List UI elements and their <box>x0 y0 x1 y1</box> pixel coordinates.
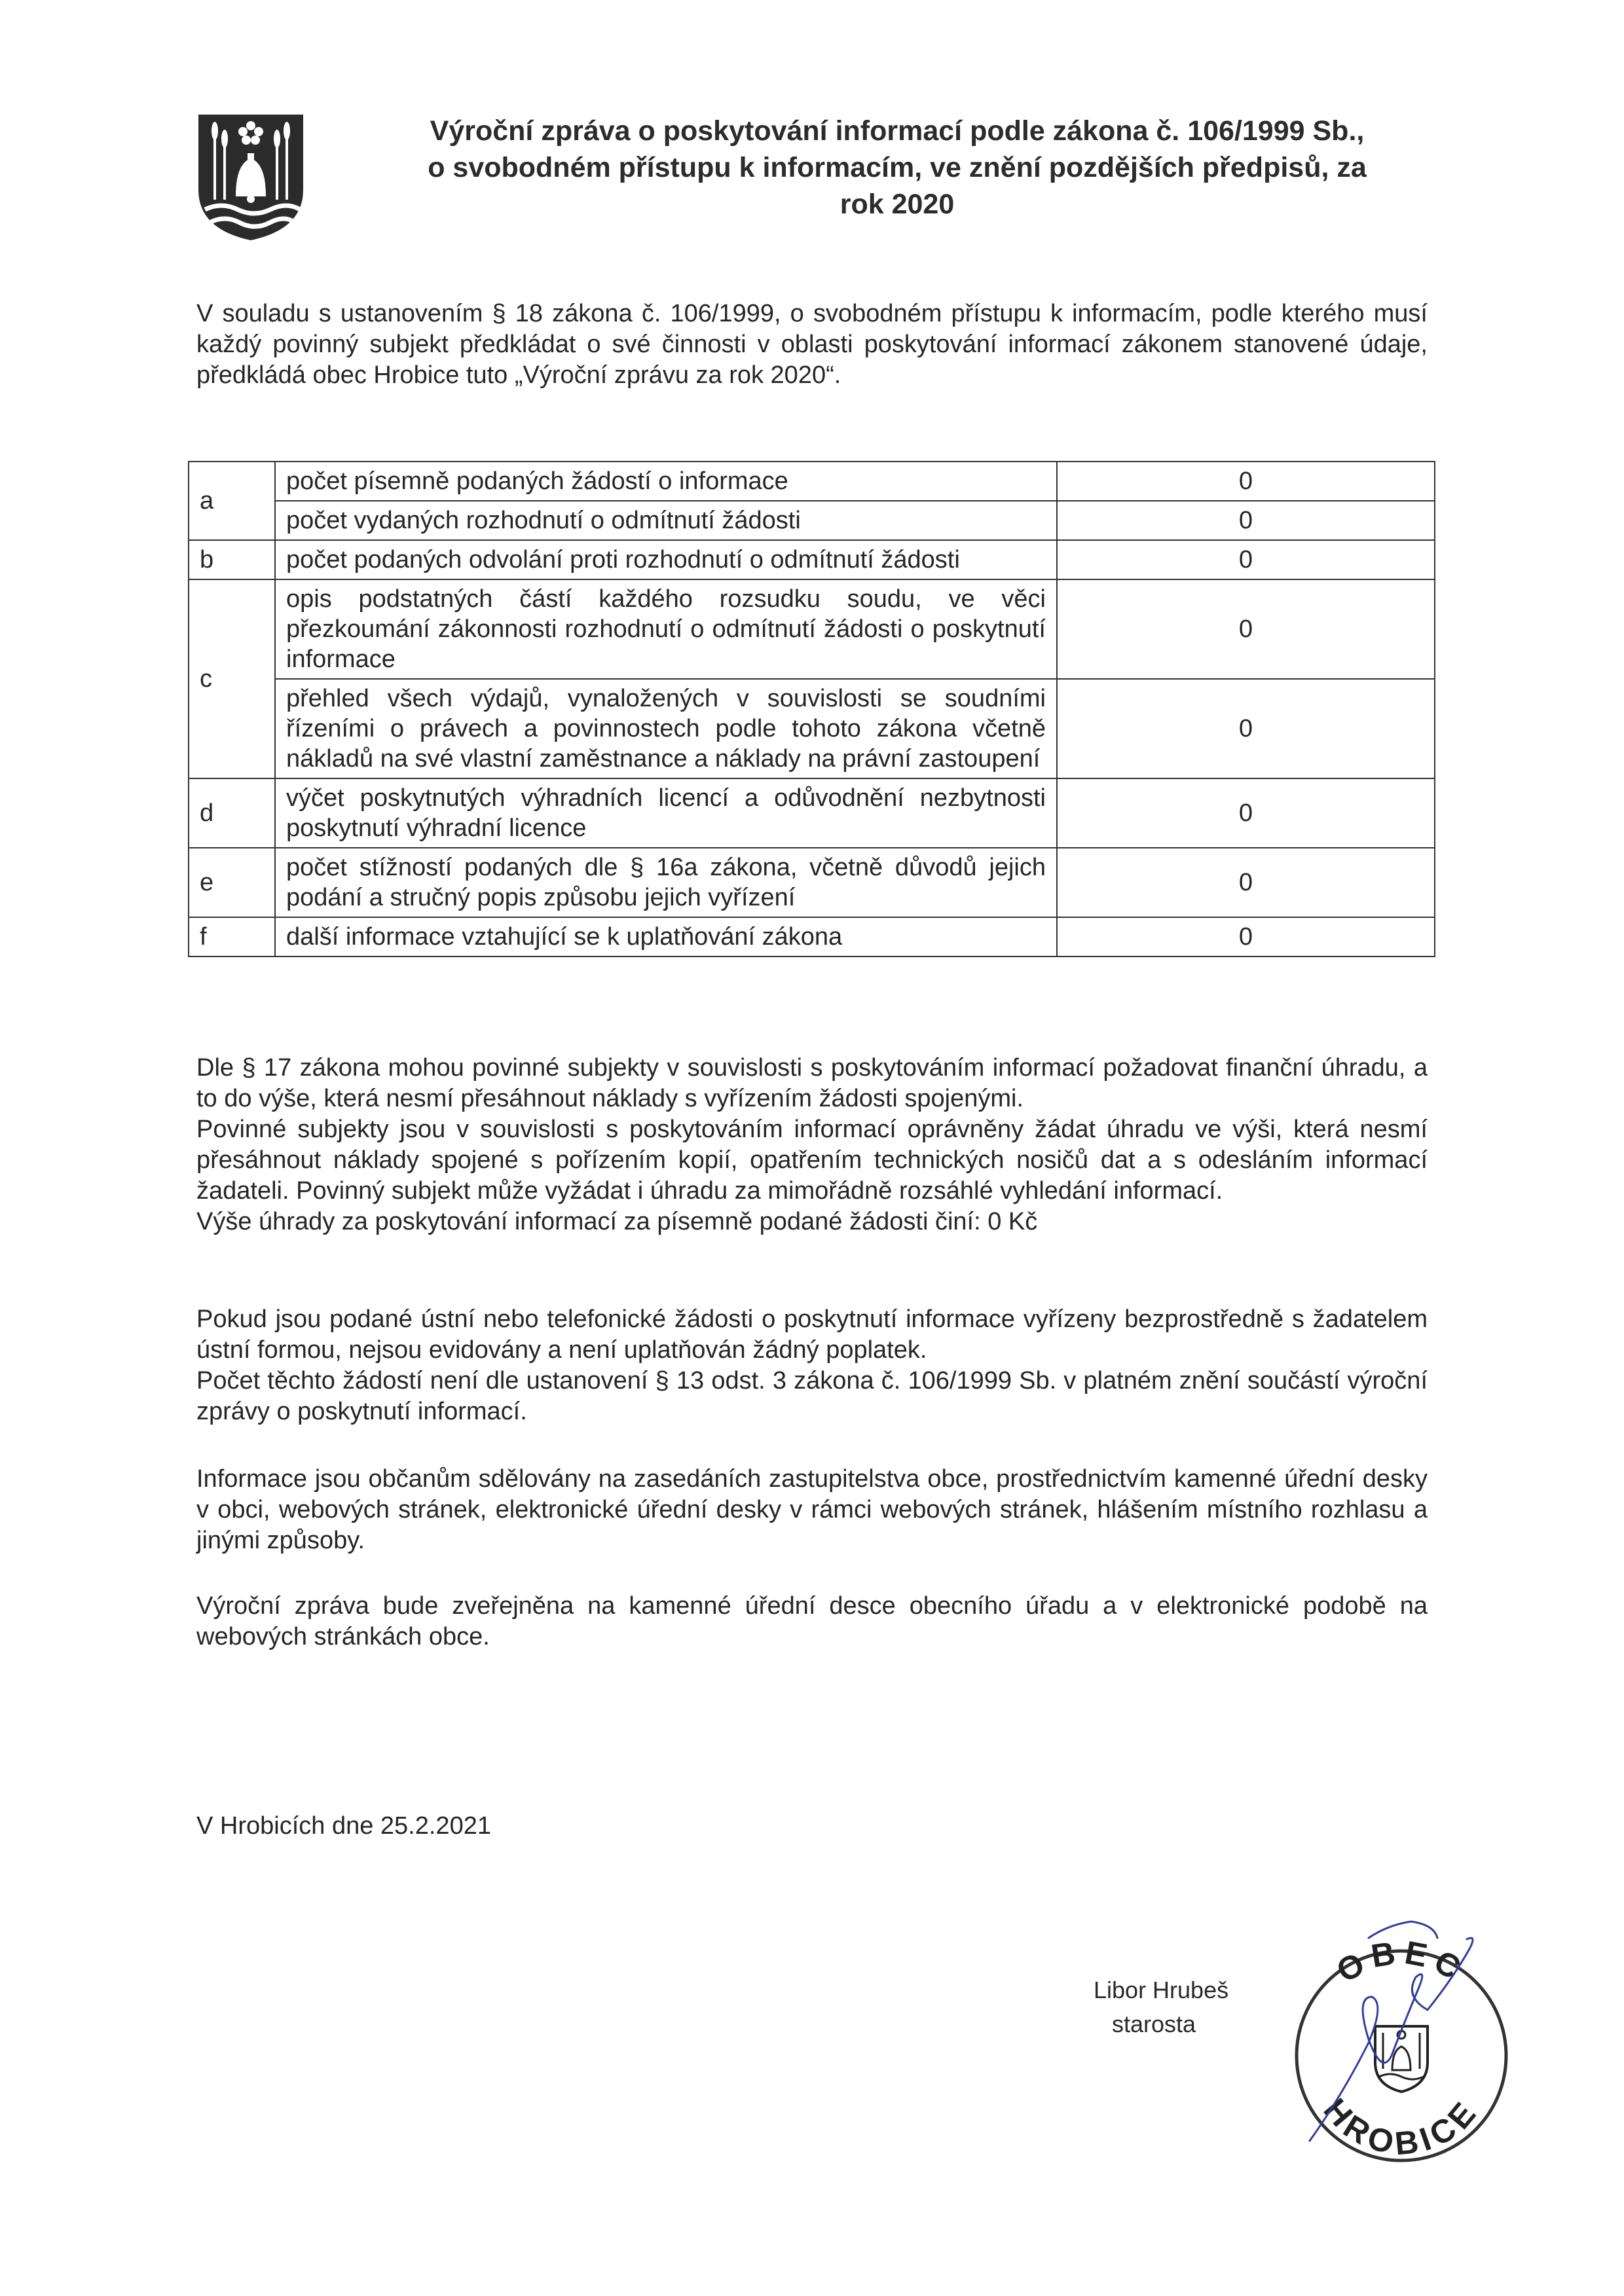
svg-text:HROBICE <box>1317 2092 1486 2162</box>
stamp-bottom-text: HROBICE <box>1316 2091 1486 2162</box>
row-value: 0 <box>1057 579 1435 679</box>
table-row <box>189 462 1435 501</box>
row-value: 0 <box>1057 778 1435 848</box>
table-row <box>189 917 1435 957</box>
row-value: 0 <box>1057 501 1435 540</box>
title-line-3: rok 2020 <box>840 189 955 220</box>
signer-role: starosta <box>1112 2011 1196 2037</box>
table-row <box>189 579 1435 679</box>
publish-section <box>196 1591 1428 1652</box>
document-title <box>314 113 1480 223</box>
official-stamp <box>1270 1899 1532 2193</box>
row-value: 0 <box>1057 848 1435 917</box>
oral-paragraph-1: Pokud jsou podané ústní nebo telefonické žádosti o poskytnutí informace vyřízeny bezprostředně s žadatelem ústní formou, nejsou evidovány a není uplatňován žádný poplatek. <box>196 1305 1428 1364</box>
table-row <box>189 848 1435 917</box>
row-description: počet vydaných rozhodnutí o odmítnutí žádosti <box>275 501 1057 540</box>
row-description: přehled všech výdajů, vynaložených v souvislosti se soudními řízeními o právech a povinnostech podle tohoto zákona včetně nákladů na své vlastní zaměstnance a náklady na právní zastoupení <box>275 679 1057 778</box>
svg-text:OBEC <box>1331 1934 1473 1990</box>
fees-paragraph-3: Výše úhrady za poskytování informací za písemně podané žádosti činí: 0 Kč <box>196 1208 1038 1235</box>
group-label-b: b <box>189 540 275 579</box>
fees-paragraph-1: Dle § 17 zákona mohou povinné subjekty v souvislosti s poskytováním informací požadovat finanční úhradu, a to do výše, která nesmí přesáhnout náklady s vyřízením žádosti spojenými. <box>196 1054 1428 1112</box>
intro-text: V souladu s ustanovením § 18 zákona č. 106/1999, o svobodném přístupu k informacím, podle kterého musí každý povinný subjekt předkládat o své činnosti v oblasti poskytování informací zákonem stanovené údaje, předkládá obec Hrobice tuto „Výroční zprávu za rok 2020“. <box>196 300 1428 389</box>
row-value: 0 <box>1057 540 1435 579</box>
table-row <box>189 778 1435 848</box>
stamp-crest-icon <box>1375 2026 1428 2092</box>
title-line-1: Výroční zpráva o poskytování informací podle zákona č. 106/1999 Sb., <box>430 115 1365 147</box>
row-value: 0 <box>1057 462 1435 501</box>
oral-requests-section <box>196 1304 1428 1427</box>
oral-paragraph-2: Počet těchto žádostí není dle ustanovení § 13 odst. 3 zákona č. 106/1999 Sb. v platném znění součástí výroční zprávy o poskytnutí informací. <box>196 1367 1428 1425</box>
row-description: počet písemně podaných žádostí o informace <box>275 462 1057 501</box>
row-description: počet podaných odvolání proti rozhodnutí o odmítnutí žádosti <box>275 540 1057 579</box>
channels-section <box>196 1464 1428 1556</box>
group-label-d: d <box>189 778 275 848</box>
signer-name: Libor Hrubeš <box>1094 1977 1229 2003</box>
group-label-a: a <box>189 462 275 540</box>
signature-block <box>1094 1973 1228 2041</box>
channels-paragraph: Informace jsou občanům sdělovány na zasedáních zastupitelstva obce, prostřednictvím kamenné úřední desky v obci, webových stránek, elektronické úřední desky v rámci webových stránek, hlášením místního rozhlasu a jinými způsoby. <box>196 1465 1428 1554</box>
row-description: opis podstatných částí každého rozsudku soudu, ve věci přezkoumání zákonnosti rozhodnutí o odmítnutí žádosti o poskytnutí informace <box>275 579 1057 679</box>
group-label-c: c <box>189 579 275 778</box>
coat-of-arms-icon <box>195 111 306 242</box>
row-description: počet stížností podaných dle § 16a zákona, včetně důvodů jejich podání a stručný popis způsobu jejich vyřízení <box>275 848 1057 917</box>
fees-paragraph-2: Povinné subjekty jsou v souvislosti s poskytováním informací oprávněny žádat úhradu ve výši, která nesmí přesáhnout náklady spojené s pořízením kopií, opatřením technických nosičů dat a s odesláním informací žadateli. Povinný subjekt může vyžádat i úhradu za mimořádně rozsáhlé vyhledání informací. <box>196 1116 1428 1205</box>
group-label-e: e <box>189 848 275 917</box>
row-description: další informace vztahující se k uplatňování zákona <box>275 917 1057 957</box>
table-row <box>189 501 1435 540</box>
intro-paragraph <box>196 299 1428 391</box>
report-table <box>188 461 1435 957</box>
row-description: výčet poskytnutých výhradních licencí a odůvodnění nezbytnosti poskytnutí výhradní licence <box>275 778 1057 848</box>
stamp-top-text: OBEC <box>1330 1933 1473 1990</box>
group-label-f: f <box>189 917 275 957</box>
publish-paragraph: Výroční zpráva bude zveřejněna na kamenné úřední desce obecního úřadu a v elektronické podobě na webových stránkách obce. <box>196 1592 1428 1650</box>
table-row <box>189 679 1435 778</box>
dateline: V Hrobicích dne 25.2.2021 <box>196 1812 491 1840</box>
row-value: 0 <box>1057 679 1435 778</box>
row-value: 0 <box>1057 917 1435 957</box>
title-line-2: o svobodném přístupu k informacím, ve znění pozdějších předpisů, za <box>428 152 1367 183</box>
table-row <box>189 540 1435 579</box>
fees-section <box>196 1053 1428 1237</box>
